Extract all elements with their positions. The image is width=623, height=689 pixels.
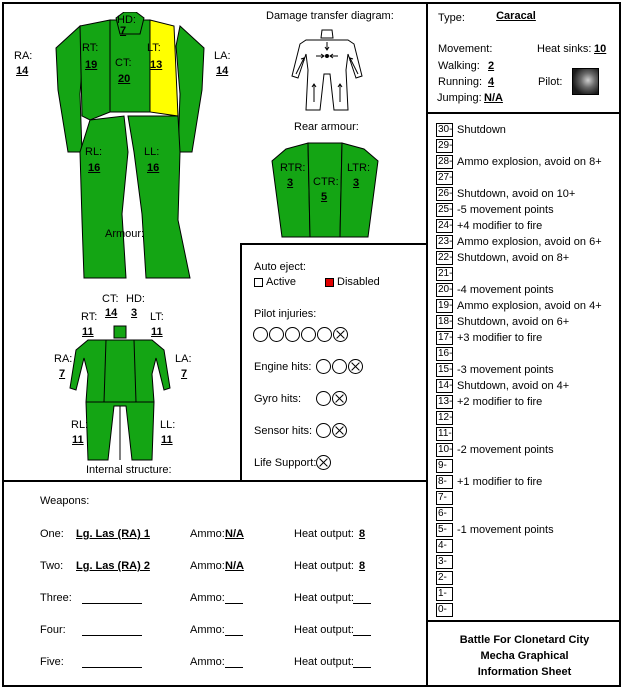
disabled-checkbox[interactable] bbox=[325, 278, 334, 287]
weapon-heat-label: Heat output: bbox=[294, 592, 354, 604]
heat-level-effect: -2 movement points bbox=[457, 444, 554, 456]
heat-level-effect: -5 movement points bbox=[457, 204, 554, 216]
running-value: 4 bbox=[488, 76, 495, 88]
heat-level-effect: Shutdown, avoid on 10+ bbox=[457, 188, 576, 200]
internal-ct-value: 14 bbox=[105, 307, 118, 319]
weapon-heat-label: Heat output: bbox=[294, 656, 354, 668]
heat-sinks-label: Heat sinks: bbox=[537, 43, 592, 55]
pilot-portrait bbox=[572, 68, 599, 95]
heat-level-effect: -1 movement points bbox=[457, 524, 554, 536]
internal-lt-value: 11 bbox=[151, 326, 163, 338]
heat-level-box[interactable]: 16- bbox=[438, 348, 453, 359]
rear-ltr-label: LTR: bbox=[347, 162, 371, 174]
armour-rt-label: RT: bbox=[82, 42, 99, 54]
armour-figure bbox=[30, 12, 240, 284]
armour-caption: Armour: bbox=[105, 228, 145, 240]
heat-level-box[interactable]: 28- bbox=[438, 156, 453, 167]
internal-ra-value: 7 bbox=[59, 368, 66, 380]
heat-level-box[interactable]: 14- bbox=[438, 380, 453, 391]
weapon-name-blank[interactable] bbox=[82, 656, 142, 668]
divider-footer bbox=[426, 620, 621, 622]
weapon-heat-value[interactable]: 8 bbox=[358, 528, 366, 540]
armour-lt-value: 13 bbox=[150, 59, 163, 71]
heat-level-box[interactable]: 26- bbox=[438, 188, 453, 199]
weapon-ammo-label: Ammo: bbox=[190, 624, 225, 636]
injury-circle[interactable] bbox=[269, 327, 284, 342]
heat-level-box[interactable]: 7- bbox=[436, 491, 453, 505]
weapon-name-blank[interactable] bbox=[82, 624, 142, 636]
internal-hd-label: HD: bbox=[126, 293, 145, 305]
gyro-hits-track bbox=[316, 391, 348, 406]
life-support-label: Life Support: bbox=[254, 457, 317, 469]
rear-armour-title: Rear armour: bbox=[294, 121, 359, 133]
type-value: Caracal bbox=[496, 10, 536, 22]
injury-circle-fatal[interactable] bbox=[333, 327, 348, 342]
damage-transfer-title: Damage transfer diagram: bbox=[266, 10, 394, 22]
weapon-ammo-label: Ammo: bbox=[190, 656, 225, 668]
heat-level-effect: +3 modifier to fire bbox=[457, 332, 543, 344]
rear-rtr-label: RTR: bbox=[280, 162, 306, 174]
active-label: Active bbox=[266, 276, 296, 288]
heat-level-effect: Ammo explosion, avoid on 8+ bbox=[457, 156, 602, 168]
movement-label: Movement: bbox=[438, 43, 493, 55]
heat-level-box[interactable]: 30- bbox=[438, 124, 453, 135]
auto-eject-active-option[interactable] bbox=[254, 276, 296, 288]
heat-level-box[interactable]: 0- bbox=[436, 603, 453, 617]
pilot-injuries-track bbox=[253, 327, 349, 342]
internal-rl-label: RL: bbox=[71, 419, 89, 431]
engine-hit-circle-destroyed[interactable] bbox=[348, 359, 363, 374]
heat-level-effect: +1 modifier to fire bbox=[457, 476, 543, 488]
internal-rt-value: 11 bbox=[82, 326, 94, 338]
heat-level-box[interactable]: 2- bbox=[436, 571, 453, 585]
weapon-ammo-blank[interactable] bbox=[225, 592, 243, 604]
heat-level-box[interactable]: 5- bbox=[436, 523, 453, 537]
internal-lt-label: LT: bbox=[150, 311, 164, 323]
engine-hits-label: Engine hits: bbox=[254, 361, 312, 373]
rear-armour-figure bbox=[270, 137, 380, 241]
heat-level-box[interactable]: 25- bbox=[438, 204, 453, 215]
weapon-heat-blank[interactable] bbox=[353, 592, 371, 604]
weapon-ammo-value[interactable]: N/A bbox=[225, 528, 244, 540]
armour-ll-value: 16 bbox=[147, 162, 160, 174]
heat-level-box[interactable]: 22- bbox=[438, 252, 453, 263]
active-checkbox[interactable] bbox=[254, 278, 263, 287]
injury-circle[interactable] bbox=[253, 327, 268, 342]
sensor-hit-circle[interactable] bbox=[316, 423, 331, 438]
engine-hits-track bbox=[316, 359, 364, 374]
internal-la-label: LA: bbox=[175, 353, 192, 365]
damage-transfer-diagram bbox=[284, 26, 370, 112]
heat-level-effect: Shutdown, avoid on 6+ bbox=[457, 316, 570, 328]
running-label: Running: bbox=[438, 76, 483, 88]
footer-line1: Battle For Clonetard City bbox=[459, 634, 590, 646]
armour-la-label: LA: bbox=[214, 50, 231, 62]
armour-lt-label: LT: bbox=[147, 42, 161, 54]
engine-hit-circle[interactable] bbox=[332, 359, 347, 374]
heat-level-box[interactable]: 4- bbox=[436, 539, 453, 553]
weapon-heat-label: Heat output: bbox=[294, 528, 354, 540]
internal-caption: Internal structure: bbox=[86, 464, 172, 476]
heat-level-effect: Shutdown, avoid on 4+ bbox=[457, 380, 570, 392]
internal-la-value: 7 bbox=[181, 368, 188, 380]
divider-right-column bbox=[426, 2, 428, 687]
walking-label: Walking: bbox=[438, 60, 480, 72]
weapon-heat-label: Heat output: bbox=[294, 624, 354, 636]
internal-hd-value: 3 bbox=[131, 307, 138, 319]
internal-rl-value: 11 bbox=[72, 434, 84, 446]
auto-eject-disabled-option[interactable] bbox=[325, 276, 380, 288]
weapon-name-blank[interactable] bbox=[82, 592, 142, 604]
armour-ra-shape bbox=[56, 26, 84, 152]
heat-level-box[interactable]: 20- bbox=[438, 284, 453, 295]
heat-level-effect: -3 movement points bbox=[457, 364, 554, 376]
disabled-label: Disabled bbox=[337, 276, 380, 288]
jumping-value: N/A bbox=[484, 92, 503, 104]
heat-level-effect: Ammo explosion, avoid on 4+ bbox=[457, 300, 602, 312]
heat-level-box[interactable]: 24- bbox=[438, 220, 453, 231]
armour-la-shape bbox=[176, 26, 204, 152]
armour-la-value: 14 bbox=[216, 65, 229, 77]
armour-rt-value: 19 bbox=[85, 59, 98, 71]
weapon-heat-value[interactable]: 8 bbox=[358, 560, 366, 572]
weapon-slot-label: Four: bbox=[40, 624, 66, 636]
heat-level-box[interactable]: 12- bbox=[438, 412, 453, 423]
weapon-heat-blank[interactable] bbox=[353, 624, 371, 636]
weapon-ammo-label: Ammo: bbox=[190, 560, 225, 572]
divider-info bbox=[426, 112, 621, 114]
heat-level-box[interactable]: 19- bbox=[438, 300, 453, 311]
armour-rl-label: RL: bbox=[85, 146, 103, 158]
internal-ll-value: 11 bbox=[161, 434, 173, 446]
internal-ll-label: LL: bbox=[160, 419, 176, 431]
gyro-hits-label: Gyro hits: bbox=[254, 393, 302, 405]
heat-level-box[interactable]: 6- bbox=[436, 507, 453, 521]
heat-level-box[interactable]: 15- bbox=[438, 364, 453, 375]
weapon-ammo-label: Ammo: bbox=[190, 592, 225, 604]
divider-weapons bbox=[2, 480, 428, 482]
armour-hd-label: HD: bbox=[117, 14, 136, 26]
type-label: Type: bbox=[438, 12, 465, 24]
weapon-slot-label: Five: bbox=[40, 656, 64, 668]
armour-ra-label: RA: bbox=[14, 50, 33, 62]
heat-level-effect: -4 movement points bbox=[457, 284, 554, 296]
heat-level-box[interactable]: 10- bbox=[438, 444, 453, 455]
heat-level-effect: +2 modifier to fire bbox=[457, 396, 543, 408]
engine-hit-circle[interactable] bbox=[316, 359, 331, 374]
armour-ll-label: LL: bbox=[144, 146, 160, 158]
sensor-hits-label: Sensor hits: bbox=[254, 425, 313, 437]
gyro-hit-circle[interactable] bbox=[316, 391, 331, 406]
heat-level-effect: Ammo explosion, avoid on 6+ bbox=[457, 236, 602, 248]
internal-ct-label: CT: bbox=[102, 293, 119, 305]
heat-sinks-value: 10 bbox=[594, 43, 607, 55]
heat-level-box[interactable]: 13- bbox=[438, 396, 453, 407]
armour-ct-value: 20 bbox=[118, 73, 131, 85]
weapon-ammo-label: Ammo: bbox=[190, 528, 225, 540]
heat-level-box[interactable]: 18- bbox=[438, 316, 453, 327]
weapon-name[interactable]: Lg. Las (RA) 1 bbox=[76, 528, 150, 540]
divider-status-top bbox=[240, 243, 428, 245]
weapon-heat-blank[interactable] bbox=[353, 656, 371, 668]
jumping-label: Jumping: bbox=[437, 92, 482, 104]
weapon-ammo-blank[interactable] bbox=[225, 656, 243, 668]
rear-ctr-value: 5 bbox=[321, 191, 328, 203]
internal-rt-label: RT: bbox=[81, 311, 98, 323]
armour-ct-label: CT: bbox=[115, 57, 132, 69]
heat-level-box[interactable]: 27- bbox=[438, 172, 453, 183]
armour-hd-value: 7 bbox=[120, 25, 127, 37]
life-support-track bbox=[316, 455, 332, 470]
heat-level-box[interactable]: 21- bbox=[438, 268, 453, 279]
weapons-title: Weapons: bbox=[40, 495, 90, 507]
weapon-ammo-value[interactable]: N/A bbox=[225, 560, 244, 572]
sensor-hit-circle-destroyed[interactable] bbox=[332, 423, 347, 438]
internal-ra-label: RA: bbox=[54, 353, 73, 365]
heat-level-box[interactable]: 29- bbox=[438, 140, 453, 151]
heat-level-effect: Shutdown, avoid on 8+ bbox=[457, 252, 570, 264]
footer-line3: Information Sheet bbox=[477, 666, 572, 678]
heat-level-box[interactable]: 17- bbox=[438, 332, 453, 343]
walking-value: 2 bbox=[488, 60, 495, 72]
heat-level-box[interactable]: 23- bbox=[438, 236, 453, 247]
weapon-slot-label: Two: bbox=[40, 560, 64, 572]
injury-circle[interactable] bbox=[285, 327, 300, 342]
weapon-name[interactable]: Lg. Las (RA) 2 bbox=[76, 560, 150, 572]
weapon-heat-label: Heat output: bbox=[294, 560, 354, 572]
footer-line2: Mecha Graphical bbox=[480, 650, 569, 662]
weapon-ammo-blank[interactable] bbox=[225, 624, 243, 636]
heat-level-box[interactable]: 8- bbox=[436, 475, 453, 489]
armour-rl-value: 16 bbox=[88, 162, 101, 174]
rear-ltr-value: 3 bbox=[353, 177, 360, 189]
injury-circle[interactable] bbox=[301, 327, 316, 342]
heat-level-box[interactable]: 9- bbox=[436, 459, 453, 473]
weapon-slot-label: One: bbox=[40, 528, 64, 540]
heat-level-box[interactable]: 11- bbox=[438, 428, 452, 439]
gyro-hit-circle-destroyed[interactable] bbox=[332, 391, 347, 406]
injury-circle[interactable] bbox=[317, 327, 332, 342]
life-support-circle[interactable] bbox=[316, 455, 331, 470]
heat-level-box[interactable]: 3- bbox=[436, 555, 453, 569]
sensor-hits-track bbox=[316, 423, 348, 438]
divider-status-left bbox=[240, 243, 242, 482]
rear-rtr-value: 3 bbox=[287, 177, 294, 189]
heat-level-effect: Shutdown bbox=[457, 124, 506, 136]
weapon-slot-label: Three: bbox=[40, 592, 72, 604]
heat-level-box[interactable]: 1- bbox=[436, 587, 453, 601]
armour-rl-shape bbox=[80, 116, 128, 278]
pilot-label: Pilot: bbox=[538, 76, 563, 88]
pilot-injuries-label: Pilot injuries: bbox=[254, 308, 317, 320]
armour-ra-value: 14 bbox=[16, 65, 29, 77]
rear-ctr-label: CTR: bbox=[313, 176, 339, 188]
auto-eject-label: Auto eject: bbox=[254, 261, 306, 273]
heat-level-effect: +4 modifier to fire bbox=[457, 220, 543, 232]
